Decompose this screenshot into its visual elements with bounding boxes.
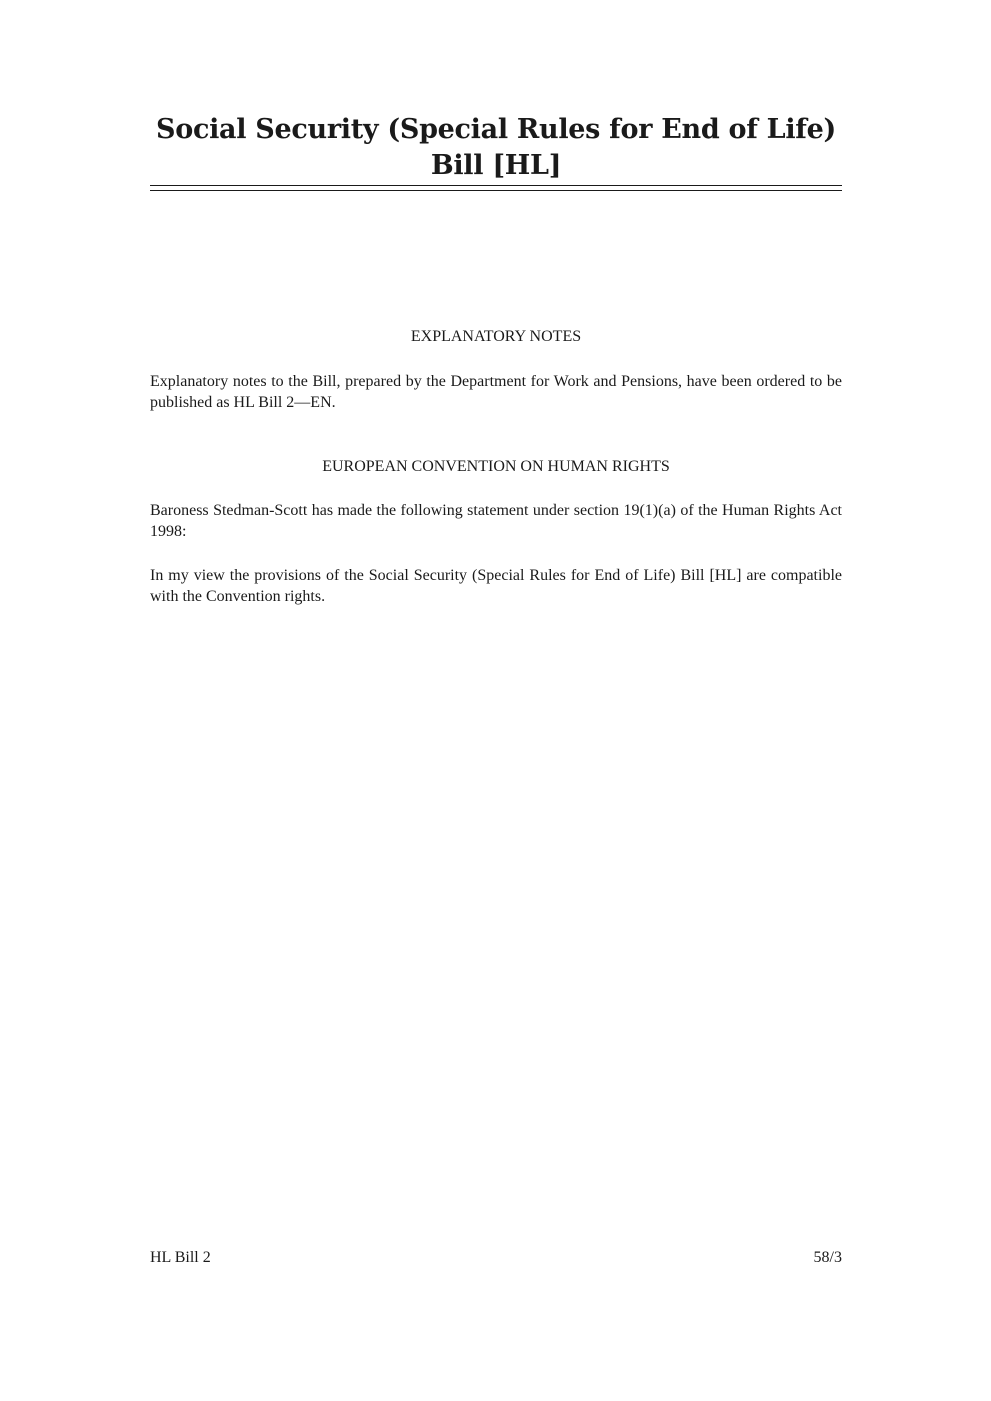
explanatory-notes-text: Explanatory notes to the Bill, prepared by the Department for Work and Pensions, have been ordered to be published as HL Bill 2—EN. [150, 373, 842, 411]
footer-bill-number: HL Bill 2 [150, 1249, 211, 1266]
echr-heading: EUROPEAN CONVENTION ON HUMAN RIGHTS [322, 458, 670, 475]
bill-title: Social Security (Special Rules for End of Life) Bill [HL] [156, 114, 836, 181]
title-rule-bottom [150, 190, 842, 191]
echr-view: In my view the provisions of the Social Security (Special Rules for End of Life) Bill [HL] are compatible with the Convention rights. [150, 567, 842, 605]
title-rule-top [150, 185, 842, 186]
footer-session-ref: 58/3 [813, 1249, 842, 1266]
echr-statement: Baroness Stedman-Scott has made the following statement under section 19(1)(a) of the Human Rights Act 1998: [150, 502, 842, 540]
explanatory-notes-heading: EXPLANATORY NOTES [410, 328, 582, 345]
